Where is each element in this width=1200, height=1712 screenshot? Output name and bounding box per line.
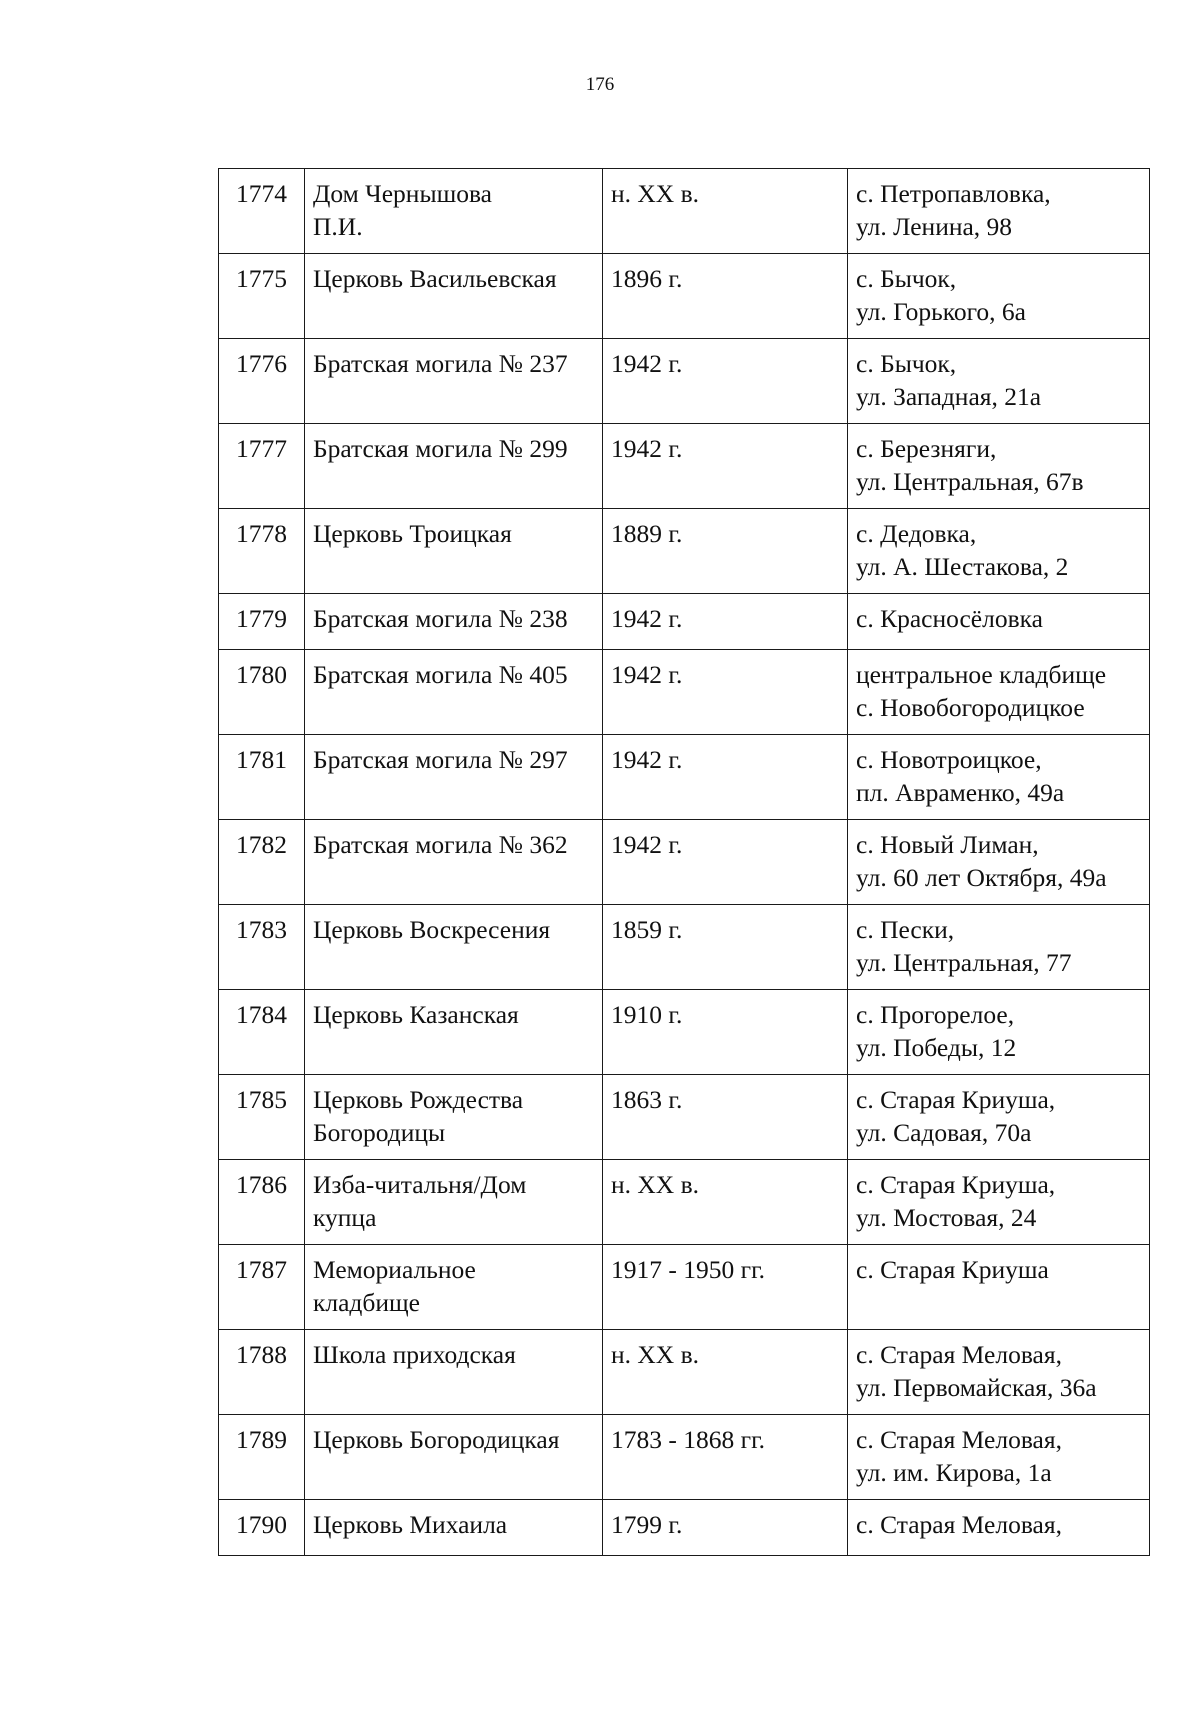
object-name: Школа приходская [305,1330,603,1415]
table-row [219,1500,1150,1556]
table-row [219,509,1150,594]
object-date: 1889 г. [603,509,848,594]
row-number: 1790 [219,1500,305,1556]
object-address: с. Бычок, ул. Западная, 21а [848,339,1150,424]
table-row [219,594,1150,650]
row-number: 1777 [219,424,305,509]
row-number: 1781 [219,735,305,820]
row-number: 1782 [219,820,305,905]
row-number: 1787 [219,1245,305,1330]
object-name: Церковь Михаила [305,1500,603,1556]
object-name: Церковь Казанская [305,990,603,1075]
table-row [219,905,1150,990]
object-address: с. Старая Криуша, ул. Садовая, 70а [848,1075,1150,1160]
row-number: 1784 [219,990,305,1075]
object-name: Братская могила № 299 [305,424,603,509]
object-address: с. Пески, ул. Центральная, 77 [848,905,1150,990]
object-name: Дом Чернышова П.И. [305,169,603,254]
object-date: 1942 г. [603,594,848,650]
table-row [219,990,1150,1075]
table-row [219,1245,1150,1330]
object-date: 1917 - 1950 гг. [603,1245,848,1330]
object-date: 1799 г. [603,1500,848,1556]
object-date: 1783 - 1868 гг. [603,1415,848,1500]
heritage-registry-table [218,168,1150,1556]
object-address: с. Бычок, ул. Горького, 6а [848,254,1150,339]
object-date: 1942 г. [603,820,848,905]
page-number: 176 [585,74,615,95]
table-row [219,339,1150,424]
table-row [219,254,1150,339]
table-row [219,169,1150,254]
object-name: Церковь Васильевская [305,254,603,339]
object-date: 1863 г. [603,1075,848,1160]
object-name: Церковь Троицкая [305,509,603,594]
object-name: Братская могила № 405 [305,650,603,735]
row-number: 1785 [219,1075,305,1160]
row-number: 1786 [219,1160,305,1245]
table-row [219,1075,1150,1160]
object-address: с. Старая Меловая, [848,1500,1150,1556]
object-name: Братская могила № 362 [305,820,603,905]
object-name: Изба-читальня/Дом купца [305,1160,603,1245]
row-number: 1774 [219,169,305,254]
object-name: Мемориальное кладбище [305,1245,603,1330]
object-address: с. Березняги, ул. Центральная, 67в [848,424,1150,509]
object-date: 1942 г. [603,339,848,424]
row-number: 1775 [219,254,305,339]
row-number: 1779 [219,594,305,650]
object-date: 1942 г. [603,424,848,509]
object-date: н. XX в. [603,169,848,254]
object-address: с. Петропавловка, ул. Ленина, 98 [848,169,1150,254]
table-row [219,650,1150,735]
table-row [219,1160,1150,1245]
object-name: Братская могила № 297 [305,735,603,820]
table-row [219,735,1150,820]
row-number: 1788 [219,1330,305,1415]
table-row [219,820,1150,905]
object-name: Церковь Богородицкая [305,1415,603,1500]
row-number: 1780 [219,650,305,735]
object-date: 1910 г. [603,990,848,1075]
object-address: с. Старая Криуша [848,1245,1150,1330]
object-address: с. Новый Лиман, ул. 60 лет Октября, 49а [848,820,1150,905]
object-date: н. XX в. [603,1160,848,1245]
row-number: 1783 [219,905,305,990]
row-number: 1789 [219,1415,305,1500]
object-address: с. Старая Меловая, ул. Первомайская, 36а [848,1330,1150,1415]
object-address: с. Новотроицкое, пл. Авраменко, 49а [848,735,1150,820]
table-row [219,424,1150,509]
object-address: с. Дедовка, ул. А. Шестакова, 2 [848,509,1150,594]
object-date: 1859 г. [603,905,848,990]
object-address: с. Прогорелое, ул. Победы, 12 [848,990,1150,1075]
object-address: с. Старая Меловая, ул. им. Кирова, 1а [848,1415,1150,1500]
object-date: 1942 г. [603,650,848,735]
row-number: 1776 [219,339,305,424]
object-address: центральное кладбище с. Новобогородицкое [848,650,1150,735]
table-row [219,1415,1150,1500]
object-name: Церковь Рождества Богородицы [305,1075,603,1160]
object-name: Церковь Воскресения [305,905,603,990]
object-date: 1942 г. [603,735,848,820]
object-date: 1896 г. [603,254,848,339]
object-date: н. XX в. [603,1330,848,1415]
object-name: Братская могила № 238 [305,594,603,650]
object-address: с. Красносёловка [848,594,1150,650]
row-number: 1778 [219,509,305,594]
object-name: Братская могила № 237 [305,339,603,424]
table-row [219,1330,1150,1415]
object-address: с. Старая Криуша, ул. Мостовая, 24 [848,1160,1150,1245]
